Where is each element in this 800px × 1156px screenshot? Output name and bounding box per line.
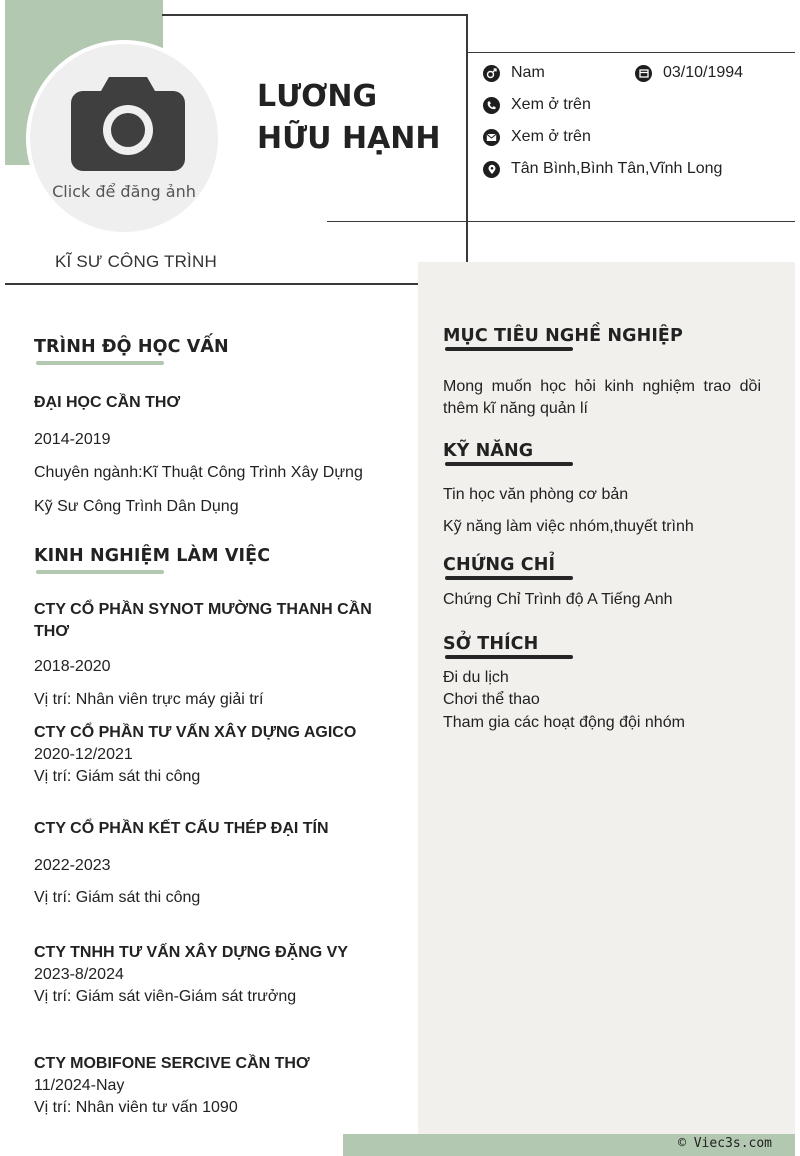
calendar-icon	[635, 65, 652, 82]
phone-value: Xem ở trên	[511, 96, 591, 113]
address-value: Tân Bình,Bình Tân,Vĩnh Long	[511, 160, 723, 177]
experience-heading: KINH NGHIỆM LÀM VIỆC	[34, 546, 271, 566]
hobby-item: Đi du lịch	[443, 669, 509, 686]
email-value: Xem ở trên	[511, 128, 591, 145]
job-company: CTY CỔ PHẦN SYNOT MƯỜNG THANH CẦN THƠ	[34, 601, 372, 640]
gender-icon	[483, 65, 500, 82]
job-company: CTY CỔ PHẦN TƯ VẤN XÂY DỰNG AGICO	[34, 724, 357, 741]
contact-top-rule	[468, 52, 795, 53]
education-years: 2014-2019	[34, 431, 111, 448]
job-period: 2023-8/2024	[34, 966, 124, 983]
education-major: Chuyên ngành:Kĩ Thuật Công Trình Xây Dựng	[34, 464, 363, 481]
skill-item: Kỹ năng làm việc nhóm,thuyết trình	[443, 518, 694, 535]
objective-heading: MỤC TIÊU NGHỀ NGHIỆP	[443, 326, 683, 346]
skills-underline	[445, 462, 573, 466]
job-period: 2020-12/2021	[34, 746, 133, 763]
experience-underline	[36, 570, 164, 574]
job-role: Vị trí: Giám sát viên-Giám sát trưởng	[34, 988, 297, 1005]
objective-underline	[445, 347, 573, 351]
job-role: Vị trí: Nhân viên tư vấn 1090	[34, 1099, 238, 1116]
job-company: CTY MOBIFONE SERCIVE CẦN THƠ	[34, 1055, 310, 1072]
skill-item: Tin học văn phòng cơ bản	[443, 486, 629, 503]
job-period: 2018-2020	[34, 658, 111, 675]
header-top-rule	[162, 14, 468, 16]
job-role: Vị trí: Giám sát thi công	[34, 768, 201, 785]
avatar-upload[interactable]	[26, 40, 222, 236]
candidate-name: LƯƠNG HỮU HẠNH	[257, 79, 441, 156]
education-heading: TRÌNH ĐỘ HỌC VẤN	[34, 337, 229, 357]
certificates-heading: CHỨNG CHỈ	[443, 555, 556, 575]
job-period: 11/2024-Nay	[34, 1077, 125, 1094]
job-company: CTY CỔ PHẦN KẾT CẤU THÉP ĐẠI TÍN	[34, 820, 329, 837]
education-degree: Kỹ Sư Công Trình Dân Dụng	[34, 498, 239, 515]
contact-birthday	[635, 64, 743, 82]
education-school: ĐẠI HỌC CẦN THƠ	[34, 394, 181, 411]
hobby-item: Chơi thể thao	[443, 691, 540, 708]
job-period: 2022-2023	[34, 857, 111, 874]
hobby-item: Tham gia các hoạt động đội nhóm	[443, 714, 685, 731]
phone-icon	[483, 97, 500, 114]
contact-bottom-rule	[327, 221, 795, 222]
contact-gender	[483, 64, 545, 82]
job-title: KĨ SƯ CÔNG TRÌNH	[55, 252, 217, 271]
education-underline	[36, 361, 164, 365]
location-pin-icon	[483, 161, 500, 178]
hobbies-heading: SỞ THÍCH	[443, 634, 539, 654]
contact-phone	[483, 96, 591, 114]
skills-heading: KỸ NĂNG	[443, 441, 534, 461]
certificate-item: Chứng Chỉ Trình độ A Tiếng Anh	[443, 591, 673, 608]
contact-address	[483, 160, 722, 178]
gender-value: Nam	[511, 64, 545, 81]
header-bottom-rule	[5, 283, 418, 285]
hobbies-underline	[445, 655, 573, 659]
contact-email	[483, 128, 591, 146]
avatar-placeholder[interactable]	[30, 44, 218, 232]
objective-text: Mong muốn học hỏi kinh nghiệm trao dồi thêm kĩ năng quản lí	[443, 378, 761, 417]
job-role: Vị trí: Nhân viên trực máy giải trí	[34, 691, 264, 708]
job-company: CTY TNHH TƯ VẤN XÂY DỰNG ĐẶNG VY	[34, 944, 348, 961]
footer-copyright: © Viec3s.com	[678, 1136, 772, 1151]
certificates-underline	[445, 576, 573, 580]
email-icon	[483, 129, 500, 146]
camera-icon	[71, 73, 185, 173]
birthday-value: 03/10/1994	[663, 64, 744, 81]
job-role: Vị trí: Giám sát thi công	[34, 889, 201, 906]
avatar-caption[interactable]: Click để đăng ảnh	[52, 182, 196, 201]
